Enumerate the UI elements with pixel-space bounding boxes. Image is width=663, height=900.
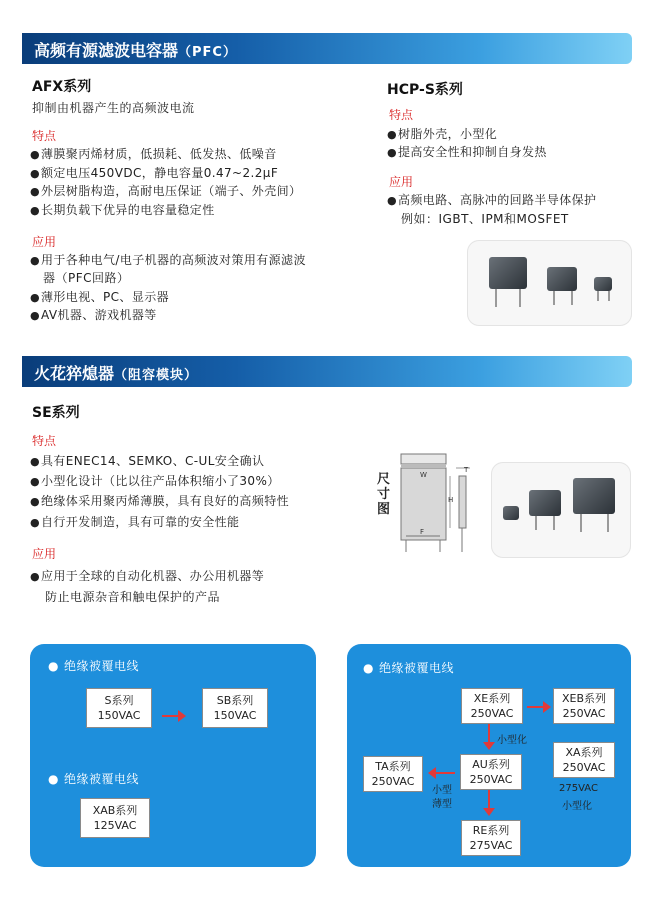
dim-t: T bbox=[464, 466, 469, 474]
lead bbox=[608, 291, 610, 301]
re-series-voltage: 275VAC bbox=[469, 839, 513, 852]
dim-f: F bbox=[420, 528, 425, 536]
xeb-series-box bbox=[553, 688, 615, 724]
au-series-box bbox=[460, 754, 522, 790]
hcp-title: HCP-S系列 bbox=[387, 82, 463, 98]
lead bbox=[535, 516, 537, 530]
hcp-features-label: 特点 bbox=[389, 108, 414, 122]
afx-app-3: ● AV机器、游戏机器等 bbox=[30, 306, 157, 323]
note-small: 小型化 bbox=[497, 735, 527, 746]
xeb-series-name: XEB系列 bbox=[561, 692, 607, 705]
afx-feature-3: ● 外层树脂构造，高耐电压保证（端子、外壳间） bbox=[30, 182, 301, 199]
left-panel bbox=[30, 644, 316, 867]
left-panel-title-2: ● 绝缘被覆电线 bbox=[48, 772, 139, 786]
xe-series-box bbox=[461, 688, 523, 724]
spark-banner-text: 火花猝熄器 bbox=[34, 364, 115, 383]
pfc-banner bbox=[22, 33, 632, 64]
left-panel-title-1: ● 绝缘被覆电线 bbox=[48, 659, 139, 673]
afx-feature-2: ● 额定电压450VDC，静电容量0.47~2.2μF bbox=[30, 164, 278, 181]
capacitor-medium bbox=[547, 267, 577, 291]
xa-series-name: XA系列 bbox=[565, 746, 603, 759]
arrowhead-icon bbox=[483, 742, 495, 750]
arrow-down-icon bbox=[488, 724, 490, 744]
se-product-photo bbox=[491, 462, 631, 558]
lead bbox=[553, 516, 555, 530]
se-feature-3: ● 绝缘体采用聚丙烯薄膜，具有良好的高频特性 bbox=[30, 492, 289, 509]
lead bbox=[553, 291, 555, 305]
afx-app-1: ● 用于各种电气/电子机器的高频波对策用有源滤波 bbox=[30, 251, 306, 268]
au-series-name: AU系列 bbox=[472, 758, 510, 771]
arrow-down-icon bbox=[488, 790, 490, 810]
afx-feature-4: ● 长期负载下优异的电容量稳定性 bbox=[30, 201, 215, 218]
hcp-product-photo bbox=[467, 240, 632, 326]
capacitor-small bbox=[594, 277, 612, 291]
dim-w: W bbox=[420, 471, 427, 479]
xe-series-voltage: 250VAC bbox=[470, 707, 514, 720]
afx-apps-label: 应用 bbox=[32, 235, 57, 249]
hcp-feature-2: ● 提高安全性和抑制自身发热 bbox=[387, 143, 547, 160]
hcp-feature-1: ● 树脂外壳，小型化 bbox=[387, 125, 497, 142]
spark-banner-sub: （阻容模块） bbox=[114, 368, 199, 383]
afx-desc: 抑制由机器产生的高频波电流 bbox=[32, 101, 195, 115]
afx-title: AFX系列 bbox=[32, 79, 92, 95]
se-app-1-cont: 防止电源杂音和触电保护的产品 bbox=[45, 590, 221, 604]
right-panel-title: ● 绝缘被覆电线 bbox=[363, 661, 454, 675]
hcp-apps-label: 应用 bbox=[389, 175, 414, 189]
s-series-voltage: 150VAC bbox=[97, 709, 141, 722]
ta-series-voltage: 250VAC bbox=[371, 775, 415, 788]
left-panel-title-2-text: 绝缘被覆电线 bbox=[63, 772, 139, 786]
arrowhead-icon bbox=[428, 767, 436, 779]
sb-series-name: SB系列 bbox=[216, 694, 254, 707]
pfc-banner-title bbox=[34, 38, 237, 61]
ta-series-name: TA系列 bbox=[375, 760, 411, 773]
capacitor-large bbox=[573, 478, 615, 514]
lead bbox=[571, 291, 573, 305]
arrow-left-icon bbox=[435, 772, 455, 774]
lead bbox=[495, 289, 497, 307]
lead bbox=[519, 289, 521, 307]
lead bbox=[580, 514, 582, 532]
xab-series-name: XAB系列 bbox=[92, 804, 138, 817]
se-app-1: ● 应用于全球的自动化机器、办公用机器等 bbox=[30, 567, 264, 584]
spark-banner-title bbox=[34, 361, 198, 384]
afx-app-1-cont: 器（PFC回路） bbox=[43, 271, 130, 285]
note-xa-small: 小型化 bbox=[562, 801, 592, 812]
pfc-banner-sub: （PFC） bbox=[178, 45, 237, 60]
capacitor-medium bbox=[529, 490, 561, 516]
se-feature-2: ● 小型化设计（比以往产品体积缩小了30%） bbox=[30, 472, 280, 489]
dimension-drawing bbox=[392, 440, 482, 555]
hcp-app-1: ● 高频电路、高脉冲的回路半导体保护 bbox=[387, 191, 596, 208]
arrowhead-icon bbox=[543, 701, 551, 713]
au-series-voltage: 250VAC bbox=[469, 773, 513, 786]
capacitor-small bbox=[503, 506, 519, 520]
xab-series-voltage: 125VAC bbox=[93, 819, 137, 832]
spark-banner bbox=[22, 356, 632, 387]
note-xa-voltage: 275VAC bbox=[559, 783, 598, 794]
arrowhead-icon bbox=[483, 808, 495, 816]
lead bbox=[597, 291, 599, 301]
xa-series-box bbox=[553, 742, 615, 778]
right-panel-title-text: 绝缘被覆电线 bbox=[378, 661, 454, 675]
dim-h: H bbox=[448, 496, 454, 504]
afx-features-label: 特点 bbox=[32, 129, 57, 143]
right-panel bbox=[347, 644, 631, 867]
s-series-name: S系列 bbox=[104, 694, 134, 707]
xeb-series-voltage: 250VAC bbox=[562, 707, 606, 720]
afx-app-2: ● 薄形电视、PC、显示器 bbox=[30, 288, 169, 305]
left-panel-title-1-text: 绝缘被覆电线 bbox=[63, 659, 139, 673]
sb-series-voltage: 150VAC bbox=[213, 709, 257, 722]
xe-series-name: XE系列 bbox=[473, 692, 511, 705]
capacitor-large bbox=[489, 257, 527, 289]
se-apps-label: 应用 bbox=[32, 547, 57, 561]
s-series-box bbox=[86, 688, 152, 728]
afx-feature-1: ● 薄膜聚丙烯材质，低损耗、低发热、低噪音 bbox=[30, 145, 277, 162]
xa-series-voltage: 250VAC bbox=[562, 761, 606, 774]
pfc-banner-text: 高频有源滤波电容器 bbox=[34, 41, 179, 60]
se-feature-1: ● 具有ENEC14、SEMKO、C-UL安全确认 bbox=[30, 452, 264, 469]
ta-series-box bbox=[363, 756, 423, 792]
sb-series-box bbox=[202, 688, 268, 728]
note-small-thin-2: 薄型 bbox=[432, 799, 452, 810]
xab-series-box bbox=[80, 798, 150, 838]
note-small-thin-1: 小型 bbox=[432, 785, 452, 796]
re-series-box bbox=[461, 820, 521, 856]
se-features-label: 特点 bbox=[32, 434, 57, 448]
dimension-label: 尺寸图 bbox=[377, 472, 391, 517]
re-series-name: RE系列 bbox=[472, 824, 510, 837]
se-title: SE系列 bbox=[32, 405, 80, 421]
se-feature-4: ● 自行开发制造，具有可靠的安全性能 bbox=[30, 513, 239, 530]
arrowhead-icon bbox=[178, 710, 186, 722]
hcp-app-1-cont: 例如：IGBT、IPM和MOSFET bbox=[401, 212, 569, 226]
lead bbox=[607, 514, 609, 532]
